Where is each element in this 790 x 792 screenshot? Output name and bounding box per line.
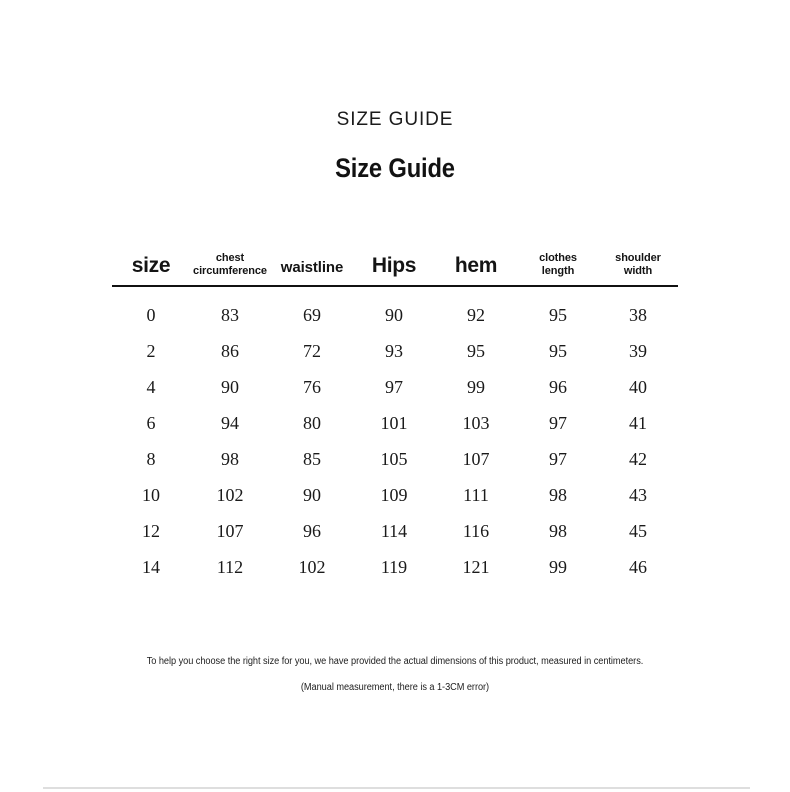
cell-hips: 90 [385,305,403,325]
cell-shoulder-width: 39 [629,341,647,361]
table-header-row [112,252,678,286]
cell-waistline: 90 [303,485,321,505]
column-header-shoulder-width-line2: width [623,264,653,277]
table-row [112,477,678,513]
column-header-chest-line1: chest [215,252,245,264]
cell-chest-circumference: 107 [216,521,244,541]
cell-size: 10 [142,485,160,505]
size-guide-table [112,252,678,585]
cell-size: 6 [146,413,156,433]
cell-chest-circumference: 94 [221,413,239,433]
cell-clothes-length: 97 [549,449,567,469]
column-header-size-line1: size [131,254,171,277]
table-row [112,513,678,549]
cell-chest-circumference: 83 [221,305,239,325]
column-header-clothes-length [518,252,598,286]
cell-hem: 121 [462,557,490,577]
cell-hem: 111 [463,485,489,505]
cell-size: 14 [142,557,160,577]
cell-hem: 116 [462,521,490,541]
cell-clothes-length: 95 [549,341,567,361]
cell-clothes-length: 99 [549,557,567,577]
column-header-clothes-length-line2: length [541,264,575,277]
table-header [112,252,678,286]
measurement-note-secondary: (Manual measurement, there is a 1-3CM error) [300,682,490,693]
cell-clothes-length: 97 [549,413,567,433]
cell-hips: 109 [380,485,408,505]
cell-clothes-length: 95 [549,305,567,325]
cell-clothes-length: 96 [549,377,567,397]
cell-shoulder-width: 42 [629,449,647,469]
cell-hips: 114 [380,521,408,541]
cell-hem: 99 [467,377,485,397]
cell-waistline: 69 [303,305,321,325]
column-header-chest-line2: circumference [193,264,267,277]
page-title: Size Guide [335,153,455,183]
cell-size: 0 [146,305,156,325]
cell-waistline: 80 [303,413,321,433]
cell-hips: 97 [385,377,403,397]
cell-hips: 93 [385,341,403,361]
cell-chest-circumference: 90 [221,377,239,397]
cell-shoulder-width: 38 [629,305,647,325]
column-header-clothes-length-line1: clothes [539,252,577,264]
cell-waistline: 85 [303,449,321,469]
column-header-waistline-line1: waistline [280,259,344,276]
cell-hem: 95 [467,341,485,361]
cell-chest-circumference: 102 [216,485,244,505]
cell-shoulder-width: 46 [629,557,647,577]
column-header-hem [434,252,518,286]
column-header-chest-circumference [190,252,270,286]
table-row [112,286,678,333]
cell-size: 4 [146,377,156,397]
column-header-hips-line1: Hips [371,254,417,277]
table-row [112,441,678,477]
cell-size: 8 [146,449,156,469]
cell-waistline: 76 [303,377,321,397]
table-row [112,369,678,405]
cell-hips: 105 [380,449,408,469]
size-table-container [112,252,678,585]
column-header-shoulder-width [598,252,678,286]
cell-shoulder-width: 45 [629,521,647,541]
column-header-hips [354,252,434,286]
cell-waistline: 96 [303,521,321,541]
table-row [112,549,678,585]
measurement-notes [0,655,790,695]
cell-chest-circumference: 86 [221,341,239,361]
cell-hips: 119 [380,557,408,577]
cell-size: 12 [142,521,160,541]
cell-chest-circumference: 112 [216,557,244,577]
table-body [112,286,678,585]
measurement-note-primary: To help you choose the right size for you, we have provided the actual dimensions of this product, measured in centimeters. [146,656,644,667]
cell-clothes-length: 98 [549,485,567,505]
table-row [112,333,678,369]
cell-shoulder-width: 43 [629,485,647,505]
column-header-waistline [270,252,354,286]
eyebrow-title: SIZE GUIDE [336,109,454,130]
column-header-size [112,252,190,286]
column-header-shoulder-width-line1: shoulder [615,252,661,264]
cell-chest-circumference: 98 [221,449,239,469]
cell-size: 2 [146,341,156,361]
cell-hem: 103 [462,413,490,433]
table-row [112,405,678,441]
cell-clothes-length: 98 [549,521,567,541]
bottom-divider [43,787,750,789]
cell-waistline: 72 [303,341,321,361]
column-header-hem-line1: hem [454,254,498,277]
cell-shoulder-width: 40 [629,377,647,397]
cell-shoulder-width: 41 [629,413,647,433]
cell-hips: 101 [380,413,408,433]
cell-hem: 92 [467,305,485,325]
cell-waistline: 102 [298,557,326,577]
cell-hem: 107 [462,449,490,469]
